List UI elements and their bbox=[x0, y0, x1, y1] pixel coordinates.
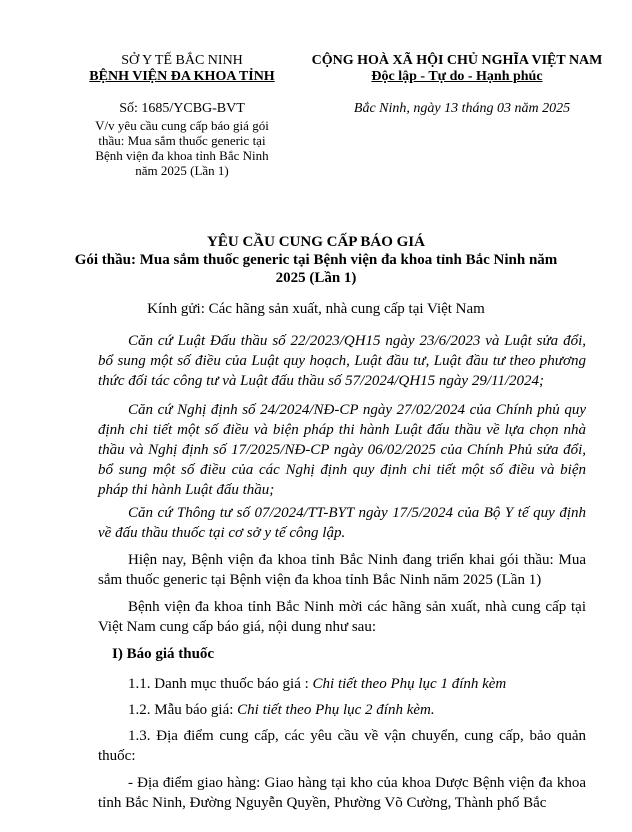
document-title: YÊU CẦU CUNG CẤP BÁO GIÁ bbox=[207, 234, 425, 250]
legal-bases bbox=[98, 331, 586, 813]
place-date: Bắc Ninh, ngày 13 tháng 03 năm 2025 bbox=[353, 101, 571, 116]
item-1-2-label: 1.2. Mẫu báo giá: bbox=[128, 702, 238, 718]
legal-basis-1: Căn cứ Luật Đấu thầu số 22/2023/QH15 ngày 23/6/2023 và Luật sửa đổi, bổ sung một số điều của Luật quy hoạch, Luật đầu tư, Luật đầu tư theo phương thức đối tác công tư và Luật đấu thầu số 57/2024/QH15 ngày 29/11/2024; bbox=[98, 333, 586, 389]
national-motto: Độc lập - Tự do - Hạnh phúc bbox=[371, 69, 543, 84]
item-1-3-bullet: - Địa điểm giao hàng: Giao hàng tại kho của khoa Dược Bệnh viện đa khoa tỉnh Bắc Ninh, Đường Nguyễn Quyền, Phường Võ Cường, Thành phố Bắc bbox=[98, 775, 586, 811]
document-subtitle-line: Gói thầu: Mua sắm thuốc generic tại Bệnh viện đa khoa tỉnh Bắc Ninh năm bbox=[74, 252, 558, 268]
document-subject bbox=[82, 118, 282, 178]
item-1-2 bbox=[98, 700, 586, 726]
legal-basis-2: Căn cứ Nghị định số 24/2024/NĐ-CP ngày 27/02/2024 của Chính phủ quy định chi tiết một số điều và biện pháp thi hành Luật đấu thầu về lựa chọn nhà thầu và Nghị định số 17/2025/NĐ-CP ngày 06/02/2025 của Chính Phủ sửa đổi, bổ sung một số điều của các Nghị định quy định chi tiết một số điều và biện pháp thi hành Luật đấu thầu; bbox=[98, 402, 586, 498]
document-subject-line: V/v yêu cầu cung cấp báo giá gói bbox=[95, 118, 269, 133]
intro-paragraph: Hiện nay, Bệnh viện đa khoa tỉnh Bắc Ninh đang triển khai gói thầu: Mua sắm thuốc generic tại Bệnh viện đa khoa tỉnh Bắc Ninh năm 2025 (Lần 1) bbox=[98, 552, 586, 588]
document-subject-line: Bệnh viện đa khoa tỉnh Bắc Ninh bbox=[95, 148, 269, 163]
national-title: CỘNG HOÀ XÃ HỘI CHỦ NGHĨA VIỆT NAM bbox=[311, 53, 603, 68]
item-1-3: 1.3. Địa điểm cung cấp, các yêu cầu về vận chuyển, cung cấp, bảo quản thuốc: bbox=[98, 728, 586, 764]
invitation-paragraph: Bệnh viện đa khoa tỉnh Bắc Ninh mời các hãng sản xuất, nhà cung cấp tại Việt Nam cung cấp báo giá, nội dung như sau: bbox=[98, 599, 586, 635]
document-subject-line: thầu: Mua sắm thuốc generic tại bbox=[98, 133, 266, 148]
document-subtitle-line: 2025 (Lần 1) bbox=[275, 270, 357, 286]
document-subject-line: năm 2025 (Lần 1) bbox=[135, 163, 229, 178]
item-1-1-value: Chi tiết theo Phụ lục 1 đính kèm bbox=[312, 676, 507, 692]
legal-basis-3: Căn cứ Thông tư số 07/2024/TT-BYT ngày 17/5/2024 của Bộ Y tế quy định về đấu thầu thuốc tại cơ sở y tế công lập. bbox=[98, 505, 586, 541]
item-1-1 bbox=[98, 674, 586, 700]
document-subtitle bbox=[40, 251, 592, 287]
item-1-1-label: 1.1. Danh mục thuốc báo giá : bbox=[128, 676, 313, 692]
agency-name: SỞ Y TẾ BẮC NINH bbox=[121, 53, 243, 68]
recipient: Kính gửi: Các hãng sản xuất, nhà cung cấp tại Việt Nam bbox=[147, 301, 485, 317]
section-heading: I) Báo giá thuốc bbox=[112, 646, 215, 662]
document-number: Số: 1685/YCBG-BVT bbox=[119, 101, 245, 116]
hospital-name: BỆNH VIỆN ĐA KHOA TỈNH bbox=[89, 69, 275, 84]
item-1-2-value: Chi tiết theo Phụ lục 2 đính kèm. bbox=[237, 702, 435, 718]
